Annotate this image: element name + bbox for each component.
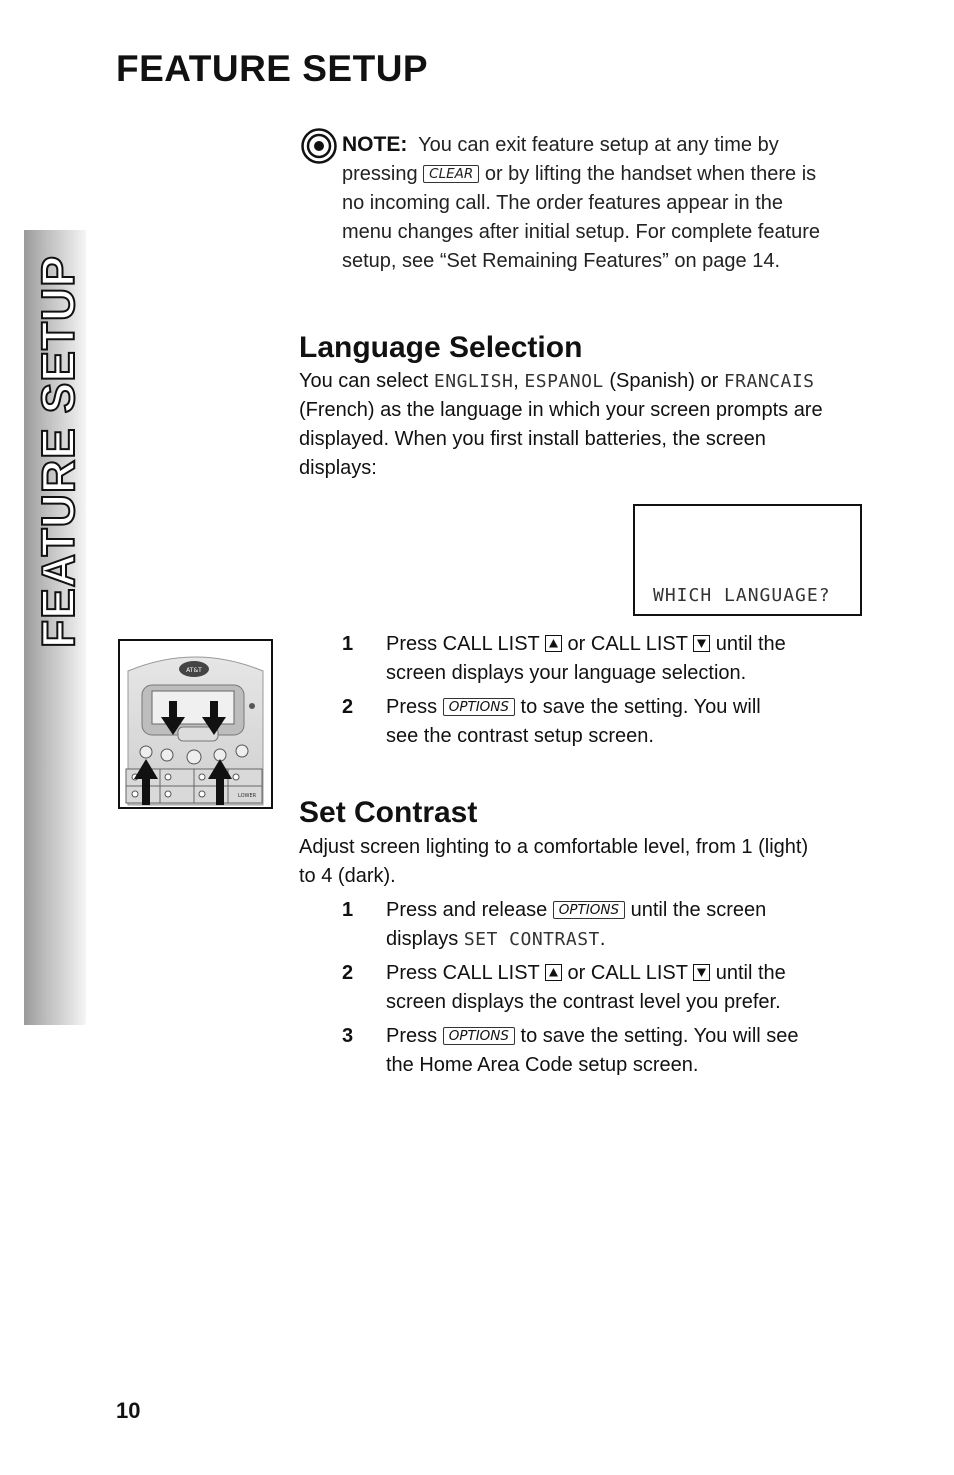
options-key: OPTIONS: [443, 1027, 515, 1045]
language-line3: displayed. When you first install batteries, the screen: [299, 428, 766, 450]
step-text-a: Press: [386, 1025, 438, 1047]
contrast-step-1-text: [386, 896, 856, 954]
page-title: FEATURE SETUP: [116, 48, 429, 89]
contrast-step-2-number: 2: [342, 962, 354, 984]
comma: ,: [513, 370, 519, 392]
step-text-a: Press CALL LIST: [386, 633, 540, 655]
note-line2b: or by lifting the handset when there is: [484, 163, 817, 185]
step-text-b: to save the setting. You will: [520, 696, 761, 718]
contrast-line1: Adjust screen lighting to a comfortable level, from 1 (light): [299, 836, 809, 858]
language-intro-b: (Spanish) or: [609, 370, 719, 392]
options-key: OPTIONS: [443, 698, 515, 716]
language-line2: (French) as the language in which your screen prompts are: [299, 399, 823, 421]
language-step-2-number: 2: [342, 696, 354, 718]
step-text-d: .: [599, 928, 606, 950]
contrast-step-1-number: 1: [342, 899, 354, 921]
step-text-b: until the screen: [630, 899, 767, 921]
down-arrow-key-icon: [693, 964, 710, 981]
contrast-step-3-number: 3: [342, 1025, 354, 1047]
language-intro: [299, 367, 869, 483]
down-arrow-key-icon: [693, 635, 710, 652]
step-text-c: the Home Area Code setup screen.: [386, 1054, 699, 1076]
step-text-c: displays: [386, 928, 459, 950]
language-step-2-text: [386, 693, 856, 751]
note-line1: You can exit feature setup at any time by: [418, 134, 779, 156]
set-contrast-display: SET CONTRAST: [463, 929, 600, 950]
lcd-screen-display: [633, 504, 862, 616]
language-line4: displays:: [299, 457, 377, 479]
contrast-intro: [299, 833, 864, 891]
step-text-b: or CALL LIST: [567, 633, 688, 655]
page-number: 10: [116, 1398, 141, 1423]
phone-brand: AT&T: [186, 667, 202, 674]
options-key: OPTIONS: [553, 901, 625, 919]
step-text-c: until the: [715, 962, 786, 984]
note-line5: setup, see “Set Remaining Features” on page 14.: [342, 250, 781, 272]
up-arrow-key-icon: [545, 964, 562, 981]
clear-key: CLEAR: [423, 165, 479, 183]
step-text-a: Press and release: [386, 899, 548, 921]
francais-option: FRANCAIS: [723, 371, 815, 392]
target-icon: [301, 128, 337, 164]
note-line3: no incoming call. The order features appear in the: [342, 192, 784, 214]
contrast-section-title: Set Contrast: [299, 796, 478, 829]
phone-illustration: [118, 639, 273, 809]
contrast-step-2-text: [386, 959, 856, 1017]
language-section-title: Language Selection: [299, 331, 583, 364]
step-text-d: screen displays the contrast level you prefer.: [386, 991, 781, 1013]
step-text-c: see the contrast setup screen.: [386, 725, 654, 747]
side-tab-label: FEATURE SETUP: [32, 255, 84, 648]
step-text-b: to save the setting. You will see: [520, 1025, 799, 1047]
phone-corner-label: LOWER: [238, 793, 257, 799]
note-label: NOTE:: [342, 133, 408, 156]
language-step-1-number: 1: [342, 633, 354, 655]
english-option: ENGLISH: [433, 371, 514, 392]
step-text-b: or CALL LIST: [567, 962, 688, 984]
lcd-screen-text: WHICH LANGUAGE?: [653, 585, 831, 606]
language-intro-a: You can select: [299, 370, 429, 392]
note-block: [342, 130, 862, 276]
phone-drawing: [120, 641, 271, 807]
language-step-1-text: [386, 630, 856, 688]
step-text-a: Press CALL LIST: [386, 962, 540, 984]
note-line4: menu changes after initial setup. For complete feature: [342, 221, 821, 243]
contrast-step-3-text: [386, 1022, 856, 1080]
contrast-line2: to 4 (dark).: [299, 865, 396, 887]
step-text-a: Press: [386, 696, 438, 718]
step-text-c: until the: [715, 633, 786, 655]
espanol-option: ESPANOL: [524, 371, 604, 392]
up-arrow-key-icon: [545, 635, 562, 652]
step-text-d: screen displays your language selection.: [386, 662, 747, 684]
note-line2a: pressing: [342, 163, 418, 185]
